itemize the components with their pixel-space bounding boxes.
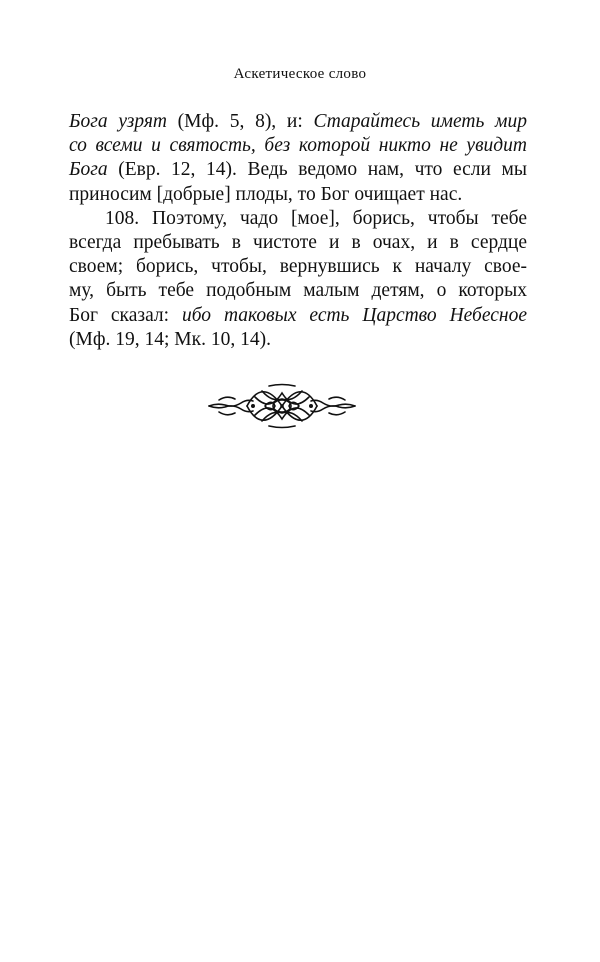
text-span: 108. Поэтому, чадо [мое], борись, чтобы тебе <box>105 207 527 229</box>
italic-span: Старайтесь иметь мир <box>313 111 527 132</box>
text-span: своем; борись, чтобы, вернувшись к началу свое- <box>69 256 527 278</box>
text-line-2 <box>69 134 527 158</box>
text-span: му, быть тебе подобным малым детям, о которых <box>69 280 527 302</box>
running-header: Аскетическое слово <box>233 66 367 82</box>
text-span: приносим [добрые] плоды, то Бог очищает нас. <box>69 183 463 205</box>
text-span: всегда пребывать в чистоте и в очах, и в сердце <box>69 232 527 254</box>
text-line-3 <box>69 158 527 182</box>
italic-span: со всеми и святость, без которой никто не увидит <box>69 135 527 157</box>
italic-span: Бога узрят <box>69 111 167 132</box>
italic-span: Бога <box>69 159 108 181</box>
text-line-5 <box>69 207 527 231</box>
text-span: (Мф. 5, 8), и: <box>166 111 314 132</box>
celtic-knot-ornament-icon <box>207 383 357 429</box>
text-span: Бог сказал: <box>69 304 182 326</box>
text-line-8 <box>69 279 527 303</box>
text-line-4 <box>69 183 527 207</box>
text-span: (Евр. 12, 14). Ведь ведомо нам, что если мы <box>107 159 527 181</box>
text-span: (Мф. 19, 14; Мк. 10, 14). <box>69 328 271 350</box>
text-line-1 <box>69 110 527 134</box>
italic-span: ибо таковых есть Царство Небесное <box>181 304 527 326</box>
text-line-10 <box>69 328 527 352</box>
text-line-7 <box>69 255 527 279</box>
body-text <box>69 110 527 352</box>
text-line-6 <box>69 231 527 255</box>
text-line-9 <box>69 304 527 328</box>
